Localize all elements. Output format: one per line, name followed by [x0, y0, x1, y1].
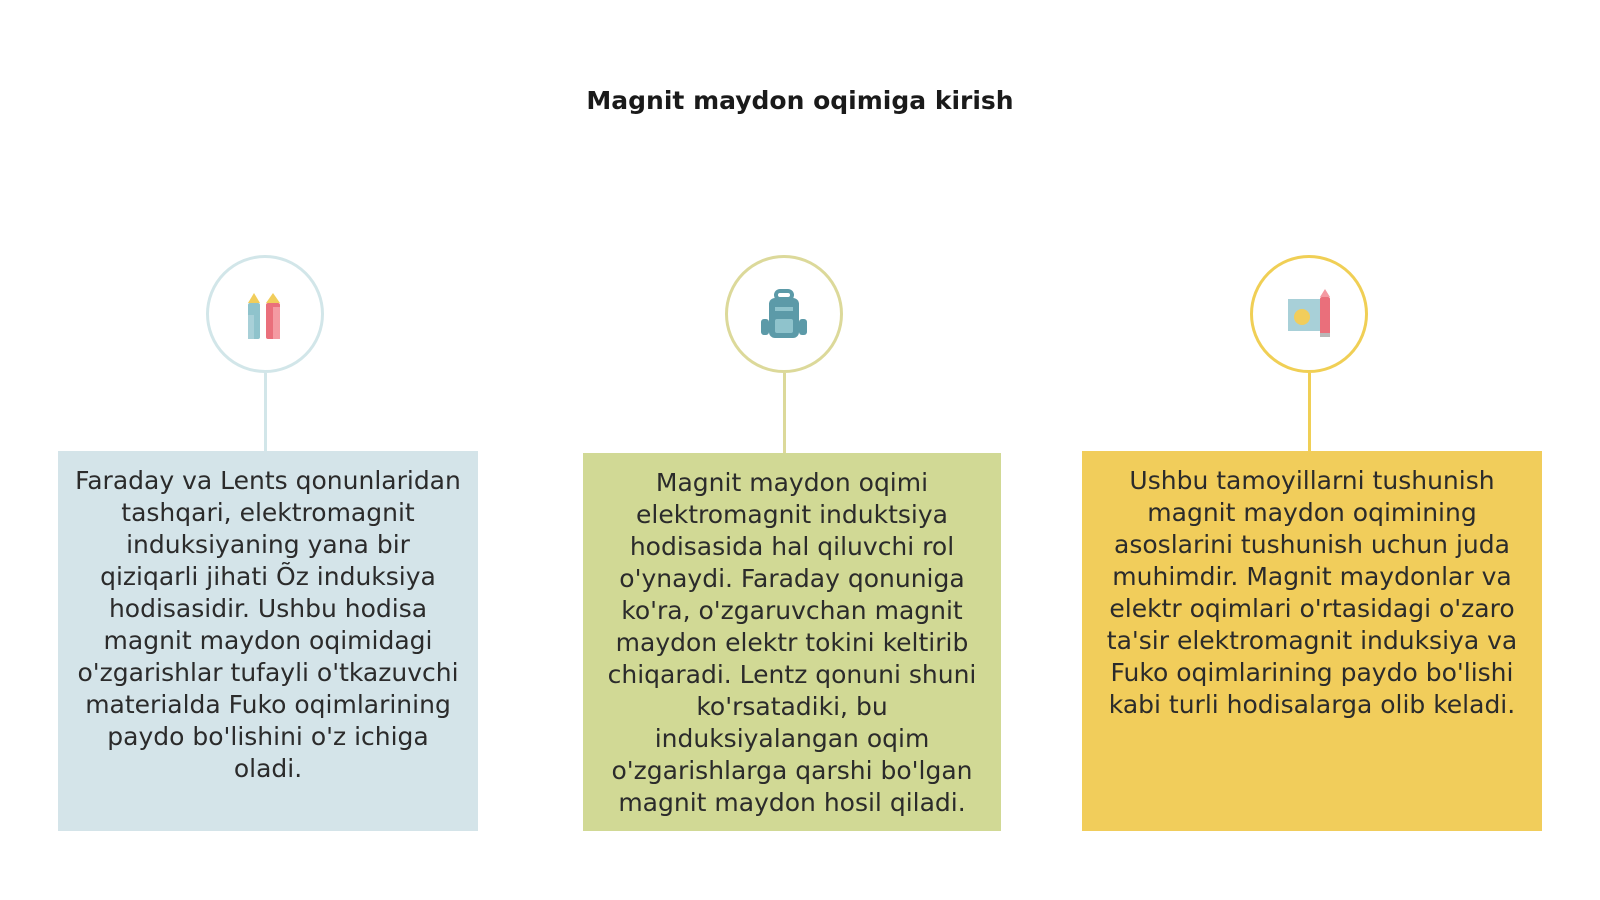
- icon-circle-3: [1250, 255, 1368, 373]
- connector-line-1: [264, 373, 267, 453]
- connector-line-2: [783, 373, 786, 453]
- connector-line-3: [1308, 373, 1311, 453]
- page-title: Magnit maydon oqimiga kirish: [586, 86, 1014, 115]
- info-card-2: Magnit maydon oqimi elektromagnit induktsiya hodisasida hal qiluvchi rol o'ynaydi. Faraday qonuniga ko'ra, o'zgaruvchan magnit maydon elektr tokini keltirib chiqaradi. Lentz qonuni shuni ko'rsatadiki, bu induksiyalangan oqim o'zgarishlarga qarshi bo'lgan magnit maydon hosil qiladi.: [583, 453, 1001, 831]
- info-card-3: Ushbu tamoyillarni tushunish magnit maydon oqimining asoslarini tushunish uchun juda muhimdir. Magnit maydonlar va elektr oqimlari o'rtasidagi o'zaro ta'sir elektromagnit induksiya va Fuko oqimlarining paydo bo'lishi kabi turli hodisalarga olib keladi.: [1082, 451, 1542, 831]
- info-card-1: Faraday va Lents qonunlaridan tashqari, elektromagnit induksiyaning yana bir qiziqarli jihati Õz induksiya hodisasidir. Ushbu hodisa magnit maydon oqimidagi o'zgarishlar tufayli o'tkazuvchi materialda Fuko oqimlarining paydo bo'lishini o'z ichiga oladi.: [58, 451, 478, 831]
- pencils-icon: [236, 285, 294, 343]
- backpack-icon: [755, 285, 813, 343]
- icon-circle-1: [206, 255, 324, 373]
- icon-circle-2: [725, 255, 843, 373]
- picture-and-pencil-icon: [1280, 285, 1338, 343]
